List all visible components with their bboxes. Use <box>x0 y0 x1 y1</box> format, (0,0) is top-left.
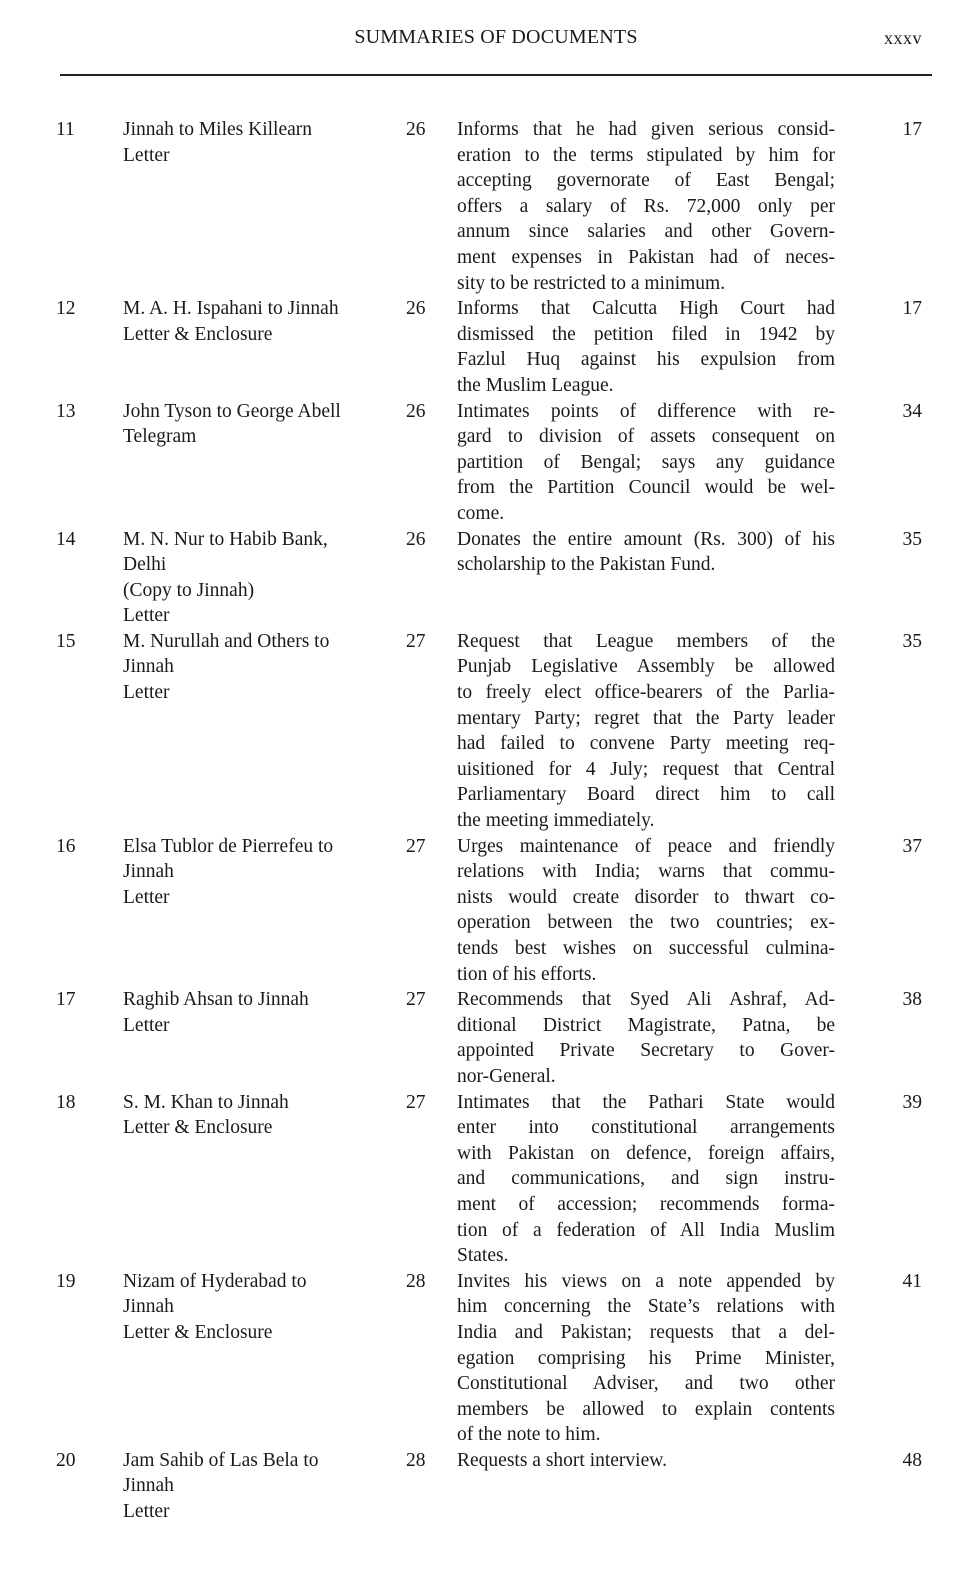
title-line: M. N. Nur to Habib Bank, <box>123 528 328 550</box>
document-title <box>123 987 391 1038</box>
summary-line: Request that League members of the <box>457 630 835 652</box>
summary-line: the meeting immediately. <box>457 810 655 832</box>
title-line: Telegram <box>123 426 197 448</box>
page-reference: 37 <box>902 835 922 857</box>
title-line: Letter <box>123 886 170 908</box>
summary-line: relations with India; warns that commu- <box>457 861 835 883</box>
summary-line: and communications, and sign instru- <box>457 1168 835 1190</box>
summary-line: to freely elect office-bearers of the Parlia- <box>457 682 835 704</box>
summary-line: tion of his efforts. <box>457 963 597 985</box>
page-number: xxxv <box>884 28 922 48</box>
summary-line: accepting governorate of East Bengal; <box>457 170 835 192</box>
title-line: Jinnah to Miles Killearn <box>123 119 313 140</box>
title-line: Letter <box>123 1501 170 1523</box>
summary-line: gard to division of assets consequent on <box>457 426 835 448</box>
summary-line: the Muslim League. <box>457 374 614 396</box>
summary-line: Informs that he had given serious consid- <box>457 119 835 140</box>
summary-line: come. <box>457 502 505 524</box>
summary-line: States. <box>457 1245 509 1267</box>
page-reference: 38 <box>902 989 922 1011</box>
summary-line: members be allowed to explain contents <box>457 1398 835 1420</box>
title-line: Jinnah <box>123 1296 174 1318</box>
document-summary <box>457 1448 835 1474</box>
summary-line: Punjab Legislative Assembly be allowed <box>457 656 835 678</box>
document-summary <box>457 1269 835 1448</box>
title-line: Delhi <box>123 554 167 576</box>
summary-line: Fazlul Huq against his expulsion from <box>457 349 835 371</box>
summary-line: sity to be restricted to a minimum. <box>457 272 726 294</box>
title-line: Letter <box>123 605 170 627</box>
summary-line: annum since salaries and other Govern- <box>457 221 835 243</box>
document-summary-list <box>0 117 968 1525</box>
summary-line: partition of Bengal; says any guidance <box>457 451 835 473</box>
document-summary <box>457 527 835 578</box>
title-line: Jinnah <box>123 1475 174 1497</box>
title-line: Letter <box>123 682 170 704</box>
document-summary <box>457 117 835 296</box>
summary-entry <box>0 296 968 398</box>
title-line: Raghib Ahsan to Jinnah <box>123 989 309 1011</box>
header-rule <box>60 74 932 76</box>
summary-line: operation between the two countries; ex- <box>457 912 835 934</box>
document-title <box>123 1090 391 1141</box>
summary-line: nor-General. <box>457 1065 556 1087</box>
summary-line: Intimates that the Pathari State would <box>457 1091 835 1113</box>
summary-line: uisitioned for 4 July; request that Central <box>457 758 835 780</box>
summary-line: Constitutional Adviser, and two other <box>457 1373 835 1395</box>
title-line: Letter & Enclosure <box>123 323 273 345</box>
document-summary <box>457 1090 835 1269</box>
title-line: Jinnah <box>123 861 174 883</box>
document-number: 11 <box>56 119 75 140</box>
document-number: 17 <box>56 989 76 1011</box>
summary-line: tends best wishes on successful culmina- <box>457 938 835 959</box>
summary-entry <box>0 1090 968 1269</box>
summary-entry <box>0 399 968 527</box>
summary-line: offers a salary of Rs. 72,000 only per <box>457 195 835 217</box>
summary-entry <box>0 527 968 629</box>
document-title <box>123 1269 391 1346</box>
page-reference: 48 <box>902 1449 922 1471</box>
document-date: 27 <box>406 989 426 1011</box>
summary-line: dismissed the petition filed in 1942 by <box>457 323 835 345</box>
summary-line: tion of a federation of All India Muslim <box>457 1219 835 1241</box>
title-line: Nizam of Hyderabad to <box>123 1270 307 1292</box>
summary-line: him concerning the State’s relations with <box>457 1296 835 1318</box>
summary-entry <box>0 834 968 988</box>
document-number: 12 <box>56 298 76 320</box>
summary-line: had failed to convene Party meeting req- <box>457 733 835 755</box>
summary-line: appointed Private Secretary to Gover- <box>457 1040 835 1062</box>
document-summary <box>457 629 835 834</box>
summary-line: ditional District Magistrate, Patna, be <box>457 1014 835 1036</box>
title-line: Letter & Enclosure <box>123 1321 273 1343</box>
title-line: Jam Sahib of Las Bela to <box>123 1449 319 1471</box>
document-summary <box>457 987 835 1089</box>
summary-line: of the note to him. <box>457 1424 601 1446</box>
title-line: (Copy to Jinnah) <box>123 579 255 601</box>
page-reference: 35 <box>902 630 922 652</box>
title-line: M. A. H. Ispahani to Jinnah <box>123 298 339 320</box>
summary-line: Requests a short interview. <box>457 1449 667 1471</box>
title-line: Letter <box>123 1014 170 1036</box>
page-reference: 17 <box>902 298 922 320</box>
summary-entry <box>0 987 968 1089</box>
document-title <box>123 117 391 168</box>
document-summary <box>457 296 835 398</box>
document-date: 26 <box>406 400 426 422</box>
document-title <box>123 399 391 450</box>
summary-entry <box>0 629 968 834</box>
page-reference: 41 <box>902 1270 922 1292</box>
document-date: 27 <box>406 1091 426 1113</box>
summary-line: Invites his views on a note appended by <box>457 1270 835 1292</box>
title-line: S. M. Khan to Jinnah <box>123 1091 289 1113</box>
document-date: 27 <box>406 630 426 652</box>
document-date: 26 <box>406 528 426 550</box>
summary-entry <box>0 117 968 296</box>
summary-line: Donates the entire amount (Rs. 300) of his <box>457 528 835 550</box>
document-date: 27 <box>406 835 426 857</box>
summary-entry <box>0 1269 968 1448</box>
title-line: John Tyson to George Abell <box>123 400 341 422</box>
document-summary <box>457 834 835 988</box>
summary-line: ment of accession; recommends forma- <box>457 1193 835 1215</box>
document-date: 28 <box>406 1270 426 1292</box>
page-header <box>60 26 932 56</box>
title-line: Letter <box>123 144 170 166</box>
page-reference: 34 <box>902 400 922 422</box>
title-line: Letter & Enclosure <box>123 1117 273 1139</box>
document-number: 18 <box>56 1091 76 1113</box>
summary-line: enter into constitutional arrangements <box>457 1117 835 1139</box>
page-reference: 39 <box>902 1091 922 1113</box>
document-number: 20 <box>56 1449 76 1471</box>
summary-line: nists would create disorder to thwart co- <box>457 886 835 908</box>
document-title <box>123 527 391 629</box>
summary-line: mentary Party; regret that the Party leader <box>457 707 835 729</box>
summary-line: from the Partition Council would be wel- <box>457 477 835 499</box>
summary-line: eration to the terms stipulated by him for <box>457 144 835 166</box>
document-number: 14 <box>56 528 76 550</box>
document-title <box>123 629 391 706</box>
document-summary <box>457 399 835 527</box>
document-number: 16 <box>56 835 76 857</box>
document-number: 15 <box>56 630 76 652</box>
summary-line: India and Pakistan; requests that a del- <box>457 1321 835 1343</box>
title-line: M. Nurullah and Others to <box>123 630 330 652</box>
title-line: Jinnah <box>123 656 174 678</box>
summary-line: ment expenses in Pakistan had of neces- <box>457 246 835 268</box>
page-reference: 17 <box>902 119 922 140</box>
document-date: 26 <box>406 298 426 320</box>
summary-line: Urges maintenance of peace and friendly <box>457 835 835 857</box>
document-number: 13 <box>56 400 76 422</box>
document-number: 19 <box>56 1270 76 1292</box>
summary-line: Informs that Calcutta High Court had <box>457 298 835 320</box>
summary-line: Parliamentary Board direct him to call <box>457 784 835 806</box>
summary-line: scholarship to the Pakistan Fund. <box>457 554 716 576</box>
summary-line: Recommends that Syed Ali Ashraf, Ad- <box>457 989 835 1011</box>
document-date: 26 <box>406 119 426 140</box>
page-reference: 35 <box>902 528 922 550</box>
summary-line: Intimates points of difference with re- <box>457 400 835 422</box>
document-title <box>123 1448 391 1525</box>
document-title <box>123 834 391 911</box>
summary-line: egation comprising his Prime Minister, <box>457 1347 835 1369</box>
document-date: 28 <box>406 1449 426 1471</box>
summary-line: with Pakistan on defence, foreign affairs, <box>457 1142 835 1164</box>
title-line: Elsa Tublor de Pierrefeu to <box>123 835 334 857</box>
running-title: SUMMARIES OF DOCUMENTS <box>354 26 638 48</box>
summary-entry <box>0 1448 968 1525</box>
document-title <box>123 296 391 347</box>
